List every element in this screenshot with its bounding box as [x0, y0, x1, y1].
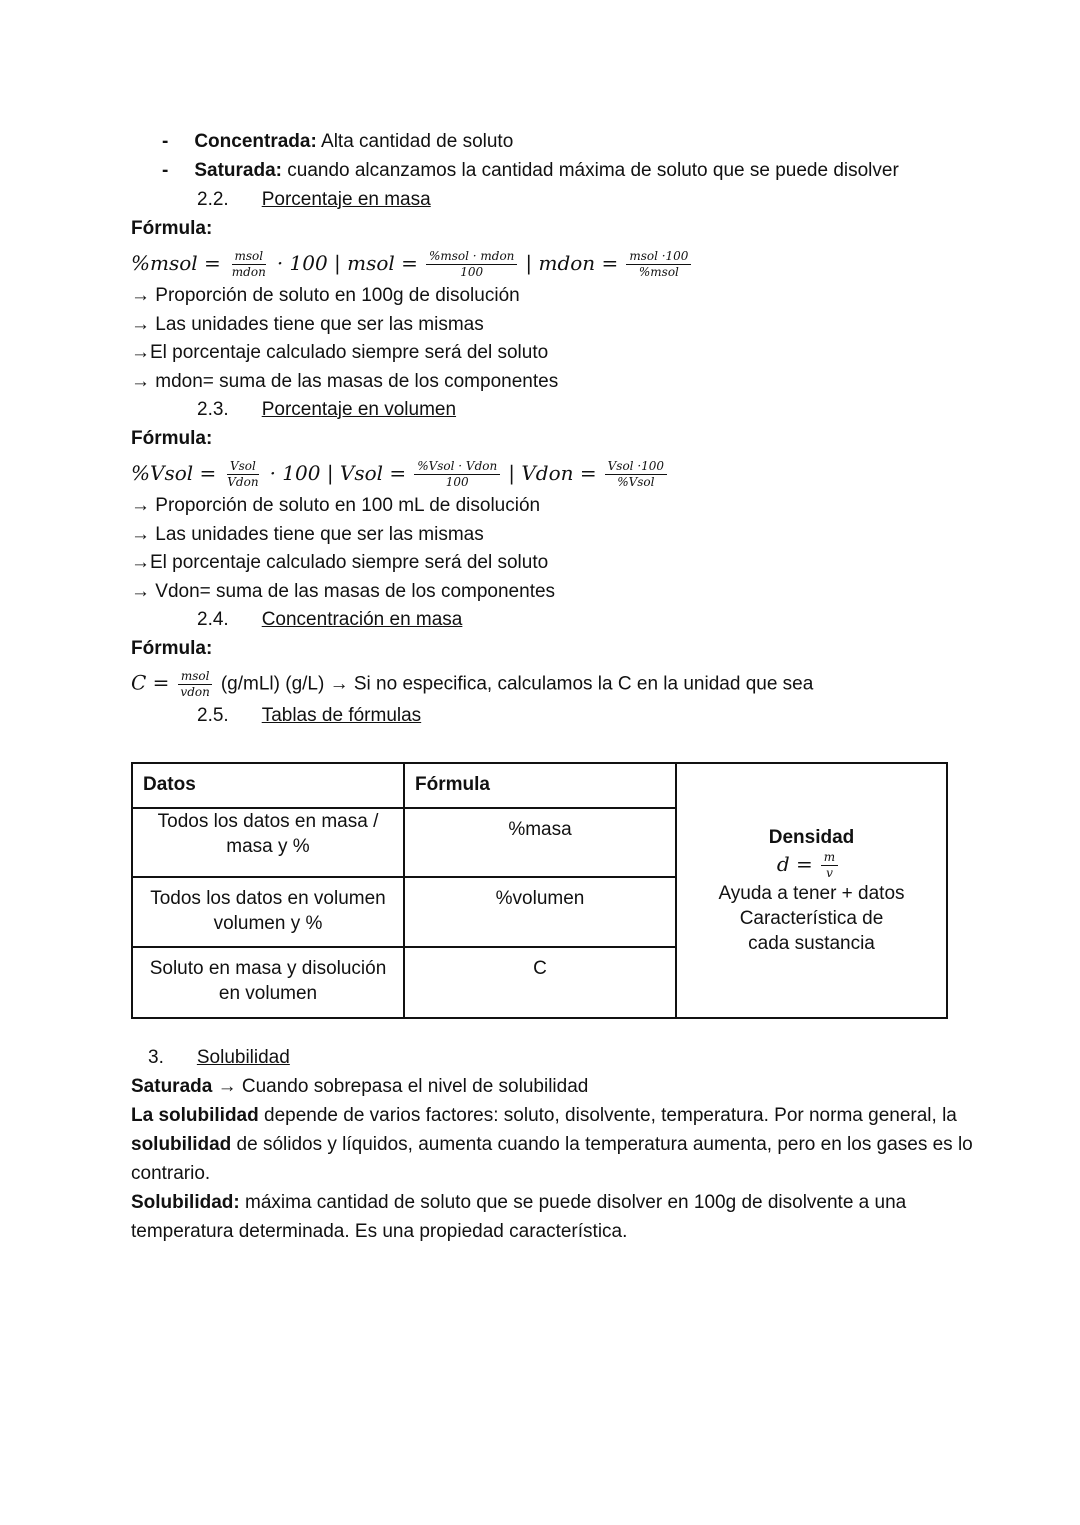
formula-text: %Vsol =: [131, 461, 217, 485]
formula-text: · 100 | Vsol =: [269, 461, 407, 485]
denominator: mdon: [231, 265, 266, 279]
term: Solubilidad:: [131, 1192, 240, 1213]
denominator: v: [826, 866, 833, 880]
note: → mdon= suma de las masas de los componentes: [131, 371, 559, 392]
numerator: %msol · mdon: [426, 249, 517, 265]
table-cell: Soluto en masa y disolución en volumen: [132, 947, 404, 1018]
formula-label: Fórmula:: [131, 428, 213, 449]
table-header-datos: Datos: [132, 763, 404, 808]
paragraph: [131, 1133, 973, 1157]
formula-text: d =: [776, 852, 813, 876]
table-cell: C: [404, 947, 676, 1018]
heading-2-2: [197, 188, 431, 212]
paragraph: [131, 1075, 588, 1099]
list-item: - Saturada: cuando alcanzamos la cantidad máxima de soluto que se puede disolver: [162, 160, 899, 181]
formula-note: (g/mLl) (g/L) → Si no especifica, calculamos la C en la unidad que sea: [220, 673, 814, 695]
denominator: %Vsol: [617, 475, 655, 489]
table-cell: Todos los datos en masa / masa y %: [132, 808, 404, 877]
formula-text: C =: [131, 670, 170, 695]
table-cell: Todos los datos en volumen volumen y %: [132, 877, 404, 947]
section-title: Porcentaje en masa: [261, 189, 431, 210]
table-cell: %volumen: [404, 877, 676, 947]
density-note: Característica de cada sustancia: [739, 908, 884, 954]
note: → Proporción de soluto en 100g de disolución: [131, 285, 520, 306]
paragraph: [131, 1104, 957, 1128]
table-cell: %masa: [404, 808, 676, 877]
numerator: msol: [232, 249, 267, 265]
note: → Las unidades tiene que ser las mismas: [131, 314, 484, 335]
formula-text: | mdon =: [525, 251, 619, 275]
note: →El porcentaje calculado siempre será del soluto: [131, 552, 549, 573]
heading-2-3: [197, 398, 456, 422]
density-title: Densidad: [768, 827, 855, 848]
term: La solubilidad: [131, 1105, 259, 1126]
note: → Las unidades tiene que ser las mismas: [131, 524, 484, 545]
text: → Cuando sobrepasa el nivel de solubilidad: [212, 1076, 589, 1097]
paragraph: [131, 1191, 906, 1215]
denominator: vdon: [180, 685, 210, 699]
formula-text: | Vdon =: [508, 461, 597, 485]
term: solubilidad: [131, 1134, 232, 1155]
denominator: Vdon: [227, 475, 259, 489]
formula-text: · 100 | msol =: [276, 251, 418, 275]
density-note: Ayuda a tener + datos: [718, 883, 905, 904]
section-number: 2.4.: [197, 609, 229, 630]
text: máxima cantidad de soluto que se puede disolver en 100g de disolvente a una: [239, 1192, 907, 1213]
denominator: %msol: [638, 265, 679, 279]
formula-volume-percent: [131, 459, 675, 490]
numerator: Vsol ·100: [605, 459, 667, 475]
note: → Vdon= suma de las masas de los componentes: [131, 581, 556, 602]
density-cell: [676, 763, 947, 1018]
heading-2-5: [197, 704, 421, 728]
table-header-formula: Fórmula: [404, 763, 676, 808]
denominator: 100: [445, 475, 469, 489]
term: Saturada:: [194, 160, 282, 181]
section-number: 2.2.: [197, 189, 229, 210]
section-title: Porcentaje en volumen: [261, 399, 457, 420]
note: →El porcentaje calculado siempre será del soluto: [131, 342, 549, 363]
section-title: Tablas de fórmulas: [261, 705, 422, 726]
numerator: Vsol: [227, 459, 259, 475]
term: Saturada: [131, 1076, 213, 1097]
section-number: 2.5.: [197, 705, 229, 726]
numerator: msol: [178, 669, 213, 685]
paragraph: temperatura determinada. Es una propiedad característica.: [131, 1221, 628, 1242]
formula-label: Fórmula:: [131, 218, 213, 239]
density-formula: [687, 850, 936, 881]
denominator: 100: [460, 265, 484, 279]
definition: cuando alcanzamos la cantidad máxima de soluto que se puede disolver: [281, 160, 899, 181]
paragraph: contrario.: [131, 1163, 211, 1184]
numerator: msol ·100: [626, 249, 691, 265]
numerator: m: [821, 850, 838, 866]
formula-label: Fórmula:: [131, 638, 213, 659]
formula-mass-percent: [131, 249, 699, 280]
note: → Proporción de soluto en 100 mL de disolución: [131, 495, 541, 516]
section-number: 2.3.: [197, 399, 229, 420]
list-item: - Concentrada: Alta cantidad de soluto: [162, 131, 514, 152]
section-title: Concentración en masa: [261, 609, 463, 630]
section-number: 3.: [148, 1047, 164, 1068]
formula-text: %msol =: [131, 251, 221, 275]
heading-3: [148, 1046, 290, 1070]
term: Concentrada:: [194, 131, 317, 152]
heading-2-4: [197, 608, 462, 632]
definition: Alta cantidad de soluto: [316, 131, 514, 152]
formula-table: [131, 762, 948, 1019]
section-title: Solubilidad: [196, 1047, 290, 1068]
numerator: %Vsol · Vdon: [414, 459, 500, 475]
text: depende de varios factores: soluto, disolvente, temperatura. Por norma general, la: [258, 1105, 957, 1126]
text: de sólidos y líquidos, aumenta cuando la temperatura aumenta, pero en los gases es lo: [231, 1134, 973, 1155]
formula-concentration: [131, 669, 813, 700]
